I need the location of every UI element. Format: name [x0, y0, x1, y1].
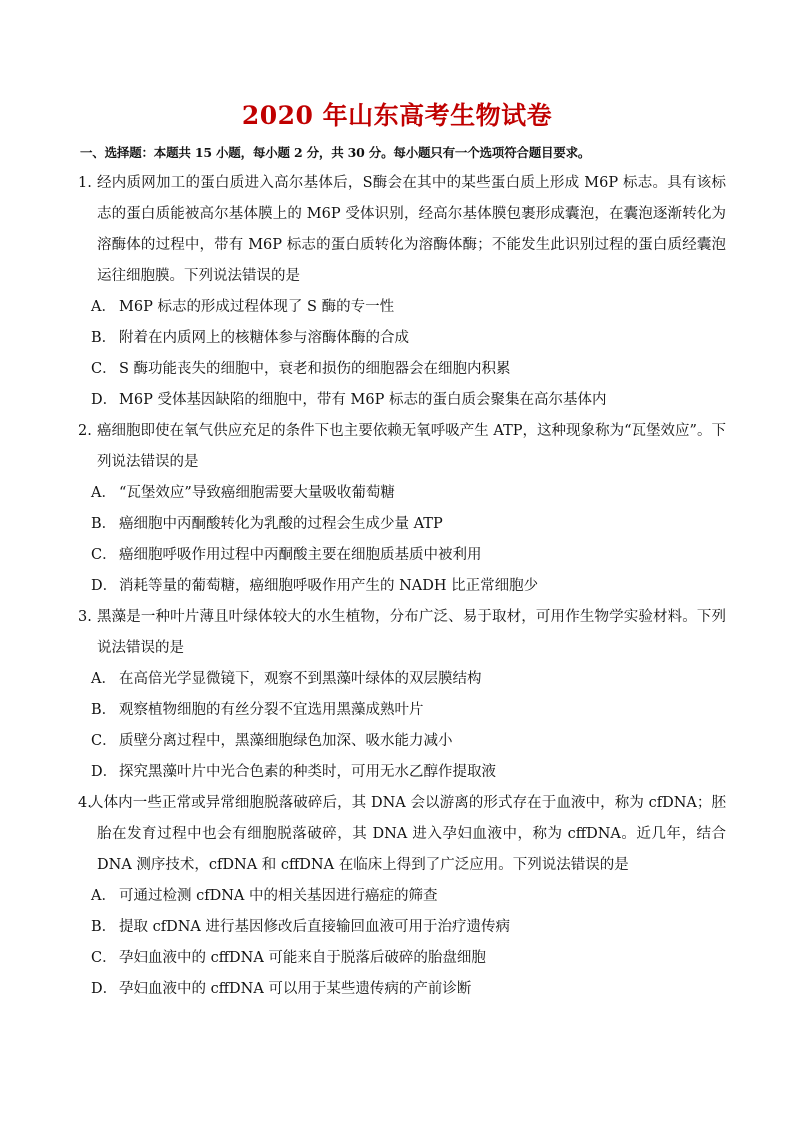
- option-label: A．: [91, 299, 116, 315]
- exam-title: 2020 年山东高考生物试卷: [241, 101, 553, 130]
- question-list: [78, 168, 726, 1005]
- question-stem: [78, 416, 726, 478]
- question-text: 黑藻是一种叶片薄且叶绿体较大的水生植物，分布广泛、易于取材，可用作生物学实验材料。下列说法错误的是: [97, 609, 726, 656]
- question-number: 2.: [78, 423, 92, 439]
- option-a: [78, 478, 726, 509]
- option-text: 探究黑藻叶片中光合色素的种类时，可用无水乙醇作提取液: [119, 764, 496, 780]
- option-d: [78, 974, 726, 1005]
- option-label: D．: [91, 578, 118, 594]
- option-label: A．: [91, 671, 116, 687]
- question-stem: [78, 788, 726, 881]
- option-label: D．: [91, 764, 118, 780]
- option-label: A．: [91, 485, 116, 501]
- question-number: 3.: [78, 609, 92, 625]
- option-c: [78, 354, 726, 385]
- option-text: “瓦堡效应”导致癌细胞需要大量吸收葡萄糖: [119, 485, 395, 501]
- question-text: 癌细胞即使在氧气供应充足的条件下也主要依赖无氧呼吸产生 ATP，这种现象称为“瓦堡效应”。下列说法错误的是: [97, 423, 726, 470]
- question-stem: [78, 602, 726, 664]
- option-label: C．: [91, 733, 117, 749]
- option-label: C．: [91, 950, 117, 966]
- question-number: 4.: [78, 795, 92, 811]
- option-d: [78, 385, 726, 416]
- option-b: [78, 509, 726, 540]
- option-text: M6P 标志的形成过程体现了 S 酶的专一性: [119, 299, 395, 315]
- option-a: [78, 292, 726, 323]
- question-2: [78, 416, 726, 602]
- question-1: [78, 168, 726, 416]
- option-label: D．: [91, 392, 118, 408]
- option-label: B．: [91, 330, 117, 346]
- option-label: C．: [91, 361, 117, 377]
- option-text: M6P 受体基因缺陷的细胞中，带有 M6P 标志的蛋白质会聚集在高尔基体内: [119, 392, 607, 408]
- option-text: 孕妇血液中的 cffDNA 可以用于某些遗传病的产前诊断: [119, 981, 472, 997]
- option-d: [78, 757, 726, 788]
- option-b: [78, 323, 726, 354]
- option-label: C．: [91, 547, 117, 563]
- question-4: [78, 788, 726, 1005]
- option-c: [78, 540, 726, 571]
- option-text: S 酶功能丧失的细胞中，衰老和损伤的细胞器会在细胞内积累: [119, 361, 511, 377]
- option-text: 质壁分离过程中，黑藻细胞绿色加深、吸水能力减小: [119, 733, 453, 749]
- option-text: 观察植物细胞的有丝分裂不宜选用黑藻成熟叶片: [119, 702, 424, 718]
- section-header: 一、选择题：本题共 15 小题，每小题 2 分，共 30 分。每小题只有一个选项符合题目要求。: [80, 145, 591, 160]
- option-text: 附着在内质网上的核糖体参与溶酶体酶的合成: [119, 330, 409, 346]
- option-b: [78, 695, 726, 726]
- option-b: [78, 912, 726, 943]
- option-text: 消耗等量的葡萄糖，癌细胞呼吸作用产生的 NADH 比正常细胞少: [119, 578, 539, 594]
- option-label: B．: [91, 702, 117, 718]
- option-d: [78, 571, 726, 602]
- option-label: B．: [91, 919, 117, 935]
- option-text: 提取 cfDNA 进行基因修改后直接输回血液可用于治疗遗传病: [119, 919, 510, 935]
- option-label: B．: [91, 516, 117, 532]
- option-c: [78, 726, 726, 757]
- question-stem: [78, 168, 726, 292]
- option-a: [78, 881, 726, 912]
- option-c: [78, 943, 726, 974]
- question-3: [78, 602, 726, 788]
- question-text: 经内质网加工的蛋白质进入高尔基体后，S酶会在其中的某些蛋白质上形成 M6P 标志。具有该标志的蛋白质能被高尔基体膜上的 M6P 受体识别，经高尔基体膜包裹形成囊泡，在囊泡逐渐转化为溶酶体的过程中，带有 M6P 标志的蛋白质转化为溶酶体酶；不能发生此识别过程的蛋白质经囊泡运往细胞膜。下列说法错误的是: [97, 175, 726, 284]
- question-number: 1.: [78, 175, 92, 191]
- option-text: 在高倍光学显微镜下，观察不到黑藻叶绿体的双层膜结构: [119, 671, 482, 687]
- option-text: 癌细胞呼吸作用过程中丙酮酸主要在细胞质基质中被利用: [119, 547, 482, 563]
- option-text: 孕妇血液中的 cffDNA 可能来自于脱落后破碎的胎盘细胞: [119, 950, 486, 966]
- option-label: D．: [91, 981, 118, 997]
- option-text: 可通过检测 cfDNA 中的相关基因进行癌症的筛查: [119, 888, 438, 904]
- option-label: A．: [91, 888, 116, 904]
- option-a: [78, 664, 726, 695]
- question-text: 人体内一些正常或异常细胞脱落破碎后，其 DNA 会以游离的形式存在于血液中，称为 cfDNA；胚胎在发育过程中也会有细胞脱落破碎，其 DNA 进入孕妇血液中，称为 cffDNA。近几年，结合 DNA 测序技术，cfDNA 和 cffDNA 在临床上得到了广泛应用。下列说法错误的是: [89, 795, 726, 873]
- option-text: 癌细胞中丙酮酸转化为乳酸的过程会生成少量 ATP: [119, 516, 443, 532]
